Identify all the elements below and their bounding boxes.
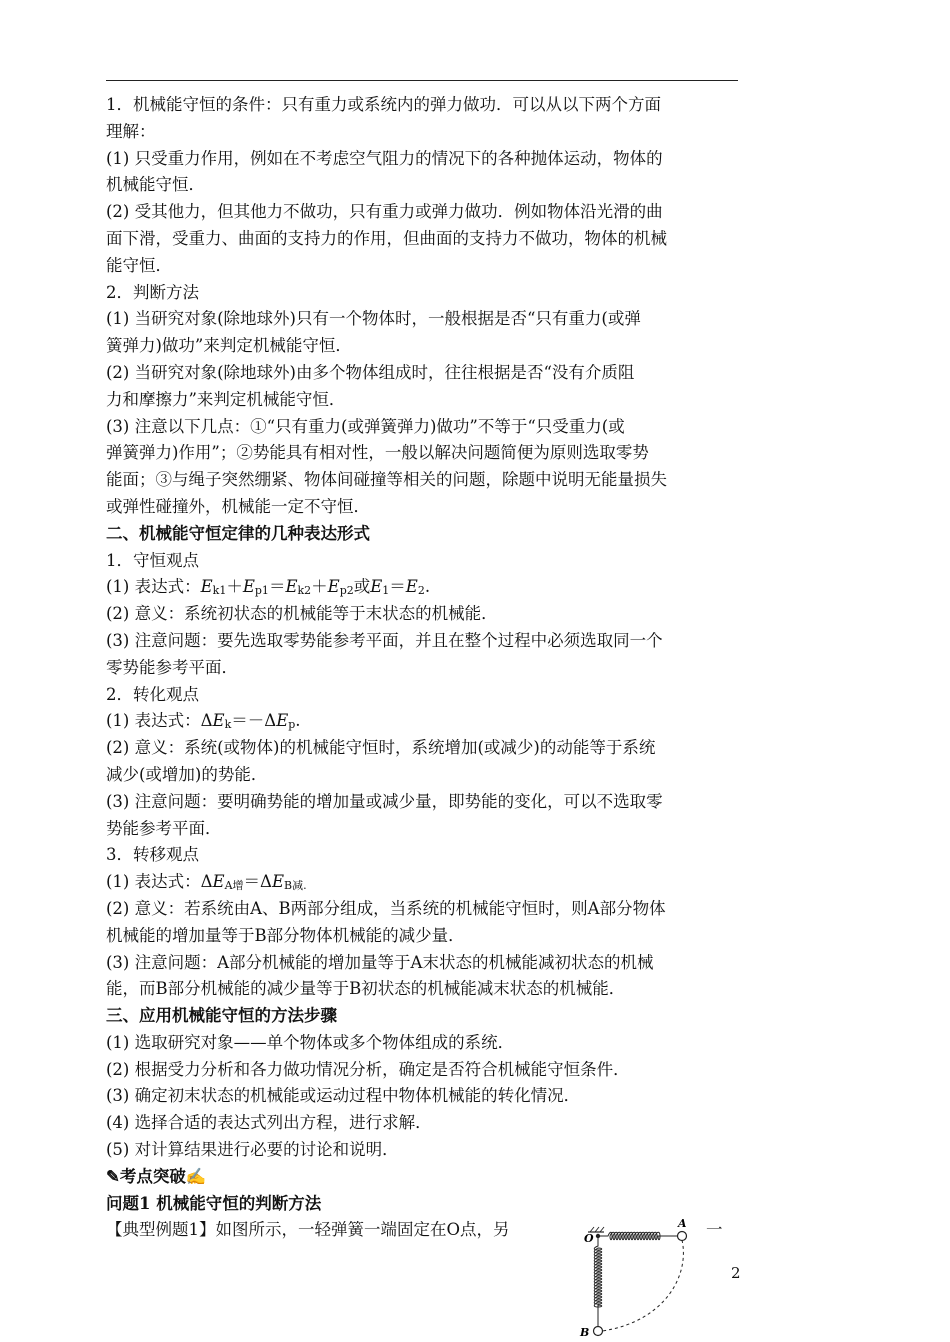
pivot-o [596, 1234, 600, 1238]
formula-line [106, 869, 746, 896]
formula-operator: ＝ [389, 577, 406, 597]
text-line: (1) 只受重力作用，例如在不考虑空气阻力的情况下的各种抛体运动，物体的 [106, 148, 663, 168]
formula-subscript: k2 [297, 584, 312, 598]
spring-figure [574, 1196, 704, 1342]
label-b: B [580, 1326, 590, 1339]
formula-symbol: E [285, 577, 298, 597]
text-line: 能守恒． [106, 255, 172, 275]
formula-end: . [295, 711, 301, 731]
text-line: 理解： [106, 121, 156, 141]
formula-symbol: E [276, 711, 289, 731]
text-line: (2) 受其他力，但其他力不做功，只有重力或弹力做功．例如物体沿光滑的曲 [106, 202, 663, 222]
formula-operator: ＋ [311, 577, 328, 597]
formula-symbol: E [212, 711, 225, 731]
text-line: 或弹性碰撞外，机械能一定不守恒． [106, 496, 370, 516]
text-line: (1) 选取研究对象——单个物体或多个物体组成的系统． [106, 1032, 515, 1052]
formula-operator: Δ [200, 711, 213, 731]
text-line: 减少(或增加)的势能． [106, 764, 268, 784]
formula-subscript: p2 [339, 584, 354, 598]
formula-operator: ＋ [226, 577, 243, 597]
text-line: (4) 选择合适的表达式列出方程，进行求解． [106, 1113, 432, 1133]
formula-symbol: E [327, 577, 340, 597]
formula-line [106, 574, 746, 601]
text-line: 机械能守恒． [106, 175, 205, 195]
text-line: (2) 意义：系统初状态的机械能等于末状态的机械能． [106, 604, 498, 624]
text-line: 2．转化观点 [106, 684, 199, 704]
formula-subscript: 2 [417, 584, 425, 598]
formula-label: (1) 表达式： [106, 711, 201, 731]
spring-vertical [594, 1236, 602, 1326]
example-text: 【典型例题1】如图所示，一轻弹簧一端固定在O点，另 [106, 1220, 510, 1240]
document-body [106, 92, 746, 1244]
text-line: 力和摩擦力”来判定机械能守恒． [106, 389, 346, 409]
formula-symbol: E [242, 577, 255, 597]
ball-a [678, 1232, 687, 1241]
formula-symbol: E [271, 872, 285, 892]
text-line: 2．判断方法 [106, 282, 199, 302]
text-line: 面下滑，受重力、曲面的支持力的作用，但曲面的支持力不做功，物体的机械 [106, 228, 667, 248]
formula-end: . [424, 577, 431, 597]
section-heading: 二、机械能守恒定律的几种表达形式 [106, 523, 370, 543]
trajectory-path [602, 1240, 683, 1331]
formula-operator: ＝－Δ [231, 711, 277, 731]
text-line: (3) 注意问题：要明确势能的增加量或减少量，即势能的变化，可以不选取零 [106, 791, 663, 811]
text-line: 簧弹力)做功”来判定机械能守恒． [106, 336, 352, 356]
text-line: 势能参考平面． [106, 818, 222, 838]
formula-symbol: E [200, 577, 213, 597]
formula-subscript: p1 [254, 584, 269, 598]
formula-subscript: k [224, 718, 232, 732]
ball-b [594, 1327, 603, 1336]
formula-label: (1) 表达式： [106, 577, 201, 597]
formula-line [106, 708, 746, 735]
formula-symbol: E [370, 577, 383, 597]
formula-subscript: A增 [224, 879, 244, 893]
page-number: 2 [731, 1264, 741, 1282]
text-line: 弹簧弹力)作用”；②势能具有相对性，一般以解决问题简便为原则选取零势 [106, 443, 649, 463]
formula-symbol: E [405, 577, 418, 597]
example-text-continuation: 一 [706, 1220, 723, 1240]
section-marker-text: 考点突破 [119, 1166, 186, 1186]
text-line: (3) 注意问题：要先选取零势能参考平面，并且在整个过程中必须选取同一个 [106, 630, 663, 650]
label-a: A [678, 1217, 687, 1230]
text-line: 能，而B部分机械能的减少量等于B初状态的机械能减末状态的机械能． [106, 979, 626, 999]
pencil-right-icon: ✍ [185, 1166, 207, 1186]
problem-heading: 问题1 机械能守恒的判断方法 [106, 1193, 322, 1213]
text-line: (1) 当研究对象(除地球外)只有一个物体时，一般根据是否“只有重力(或弹 [106, 309, 641, 329]
formula-label: (1) 表达式： [106, 872, 201, 892]
text-line: (5) 对计算结果进行必要的讨论和说明． [106, 1140, 399, 1160]
text-line: 3．转移观点 [106, 845, 199, 865]
formula-subscript: 1 [382, 584, 390, 598]
section-marker-line [106, 1164, 746, 1191]
text-line: 能面；③与绳子突然绷紧、物体间碰撞等相关的问题，除题中说明无能量损失 [106, 470, 667, 490]
formula-end: . [303, 879, 307, 893]
text-line: (2) 根据受力分析和各力做功情况分析，确定是否符合机械能守恒条件． [106, 1059, 630, 1079]
spring-horizontal [598, 1232, 678, 1240]
formula-operator: 或 [353, 577, 371, 597]
pencil-left-icon: ✎ [106, 1166, 120, 1186]
text-line: 零势能参考平面． [106, 657, 238, 677]
formula-operator: ＝Δ [243, 872, 272, 892]
formula-symbol: E [212, 872, 225, 892]
text-line: 1．守恒观点 [106, 550, 199, 570]
text-line: (3) 注意以下几点：①“只有重力(或弹簧弹力)做功”不等于“只受重力(或 [106, 416, 625, 436]
text-line: (2) 当研究对象(除地球外)由多个物体组成时，往往根据是否“没有介质阻 [106, 362, 635, 382]
formula-operator: Δ [200, 872, 213, 892]
text-line: (2) 意义：系统(或物体)的机械能守恒时，系统增加(或减少)的动能等于系统 [106, 738, 656, 758]
section-heading: 三、应用机械能守恒的方法步骤 [106, 1006, 337, 1026]
formula-subscript: p [288, 718, 296, 732]
header-rule [106, 80, 738, 81]
formula-operator: ＝ [268, 577, 286, 597]
text-line: 1．机械能守恒的条件：只有重力或系统内的弹力做功．可以从以下两个方面 [106, 95, 661, 114]
text-line: 机械能的增加量等于B部分物体机械能的减少量． [106, 925, 465, 945]
label-o: O [584, 1232, 594, 1245]
formula-subscript: k1 [212, 584, 227, 598]
formula-subscript: B减 [284, 879, 304, 893]
text-line: (2) 意义：若系统由A、B两部分组成，当系统的机械能守恒时，则A部分物体 [106, 898, 666, 918]
text-line: (3) 确定初末状态的机械能或运动过程中物体机械能的转化情况． [106, 1086, 581, 1106]
text-line: (3) 注意问题：A部分机械能的增加量等于A末状态的机械能减初状态的机械 [106, 952, 654, 972]
